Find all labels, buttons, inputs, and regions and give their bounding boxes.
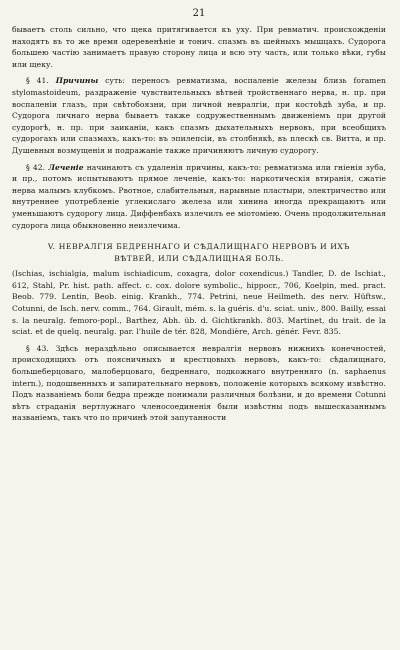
paragraph-42-text: начинаютъ съ удаленія причины, какъ-то: ревматизма или гніенія зуба, и пр., потомъ испытываютъ прямое леченіе, какъ-то: наркотическія втиранія, сжатіе нерва малымъ клубкомъ. Рвотное, слабительныя, нарывные пластыри, электричество или внутреннее употребленіе углекислаго железа или хинина иногда прекращаютъ или уменьшаютъ судорогу лица. Диффенбахъ излечилъ ее міотоміею. Очень продолжительная судорога лица обыкновенно неизлечима. [12,162,386,230]
paragraph-continuation: бываетъ столь сильно, что щека притягивается къ уху. При ревматич. происхожденіи находятъ въ то же время одеревенѣніе и тонич. спазмъ въ шейныхъ мышцахъ. Судорога большею частію занимаетъ правую сторону лица и всю эту часть, или только вѣки, губы или щеку. [12,25,386,69]
paragraph-41-text: суть: переносъ ревматизма, воспаленіе железы близь foramen stylomastoideum, раздраженіе чувствительныхъ вѣтвей тройственнаго нерва, н. пр. при воспаленіи глазъ, при свѣтобоязни, при личной невралгіи, при костоѣдѣ зуба, и пр. Судорога личнаго нерва бываетъ также содружественнымъ движеніемъ при другой судорогѣ, н. пр. при заиканіи, какъ спазмъ дыхательныхъ нервовъ, при всеобщихъ судорогахъ или спазмахъ, какъ-то: въ эпилепсіи, въ столбнякѣ, въ плескѣ св. Витта, и пр. Душевныя возмущенія и подражаніе также причиняютъ личную судорогу. [12,76,387,155]
page-number: 21 [192,8,206,19]
paragraph-43-text: Здѣсь нераздѣльно описывается невралгія нервовъ нижнихъ конечностей, происходящихъ отъ поясничныхъ и крестцовыхъ нервовъ, какъ-то: сѣдалищнаго, большеберцоваго, малоберцоваго, бедреннаго, подкожнаго внутренняго (n. saphaenus intern.), подошвенныхъ и запирательнаго нервовъ, положеніе которыхъ всякому извѣстно. Подъ названіемъ боли бедра прежде понимали различныя болѣзни, и до времени Cotunni вѣтъ страданія вертлужнаго членосоединенія были извѣстны подъ вышесказаннымъ названіемъ, такъ что по причинѣ этой запутанности [12,343,387,423]
paragraph-42-lead: Леченіе [48,162,84,172]
section-heading-line-1: V. НЕВРАЛГІЯ БЕДРЕННАГО И СѢДАЛИЩНАГО НЕРВОВЪ И ИХЪ [47,242,351,252]
section-heading-line-2: ВѢТВЕЙ, ИЛИ СѢДАЛИЩНАЯ БОЛЬ. [114,253,284,263]
paragraph-43 [12,343,386,424]
paragraph-42 [12,162,386,232]
section-heading [12,241,386,264]
paragraph-41 [12,75,386,156]
paragraph-41-lead: Причины [55,76,99,86]
section-number-43: § 43. [26,343,49,353]
section-number-41: § 41. [26,76,49,86]
bibliography-paragraph: (Ischias, ischialgia, malum ischiadicum, coxagra, dolor coxendicus.) Tandler, D. de Ischiat., 612, Stahl, Pr. hist. path. affect. c. cox. dolore symbolic., hippocr., 706, Koelpin, med. pract. Beob. 779. Lentin, Beob. einig. Krankh., 774. Petrini, neue Heilmeth. des nerv. Hüftsw., Cotunni, de Isch. nerv. comm., 764. Girault, mém. s. la guéris. d'u. sciat. univ., 800. Bailly, essai s. la neuralg. femoro-popl., Barthez, Abh. üb. d. Gichtkrankh. 803. Martinet, du trait. de la sciat. et de quelq. neuralg. par. l'huile de tér. 828, Mondière, Arch. génér. Fevr. 835. [12,269,386,337]
section-number-42: § 42. [26,162,46,172]
